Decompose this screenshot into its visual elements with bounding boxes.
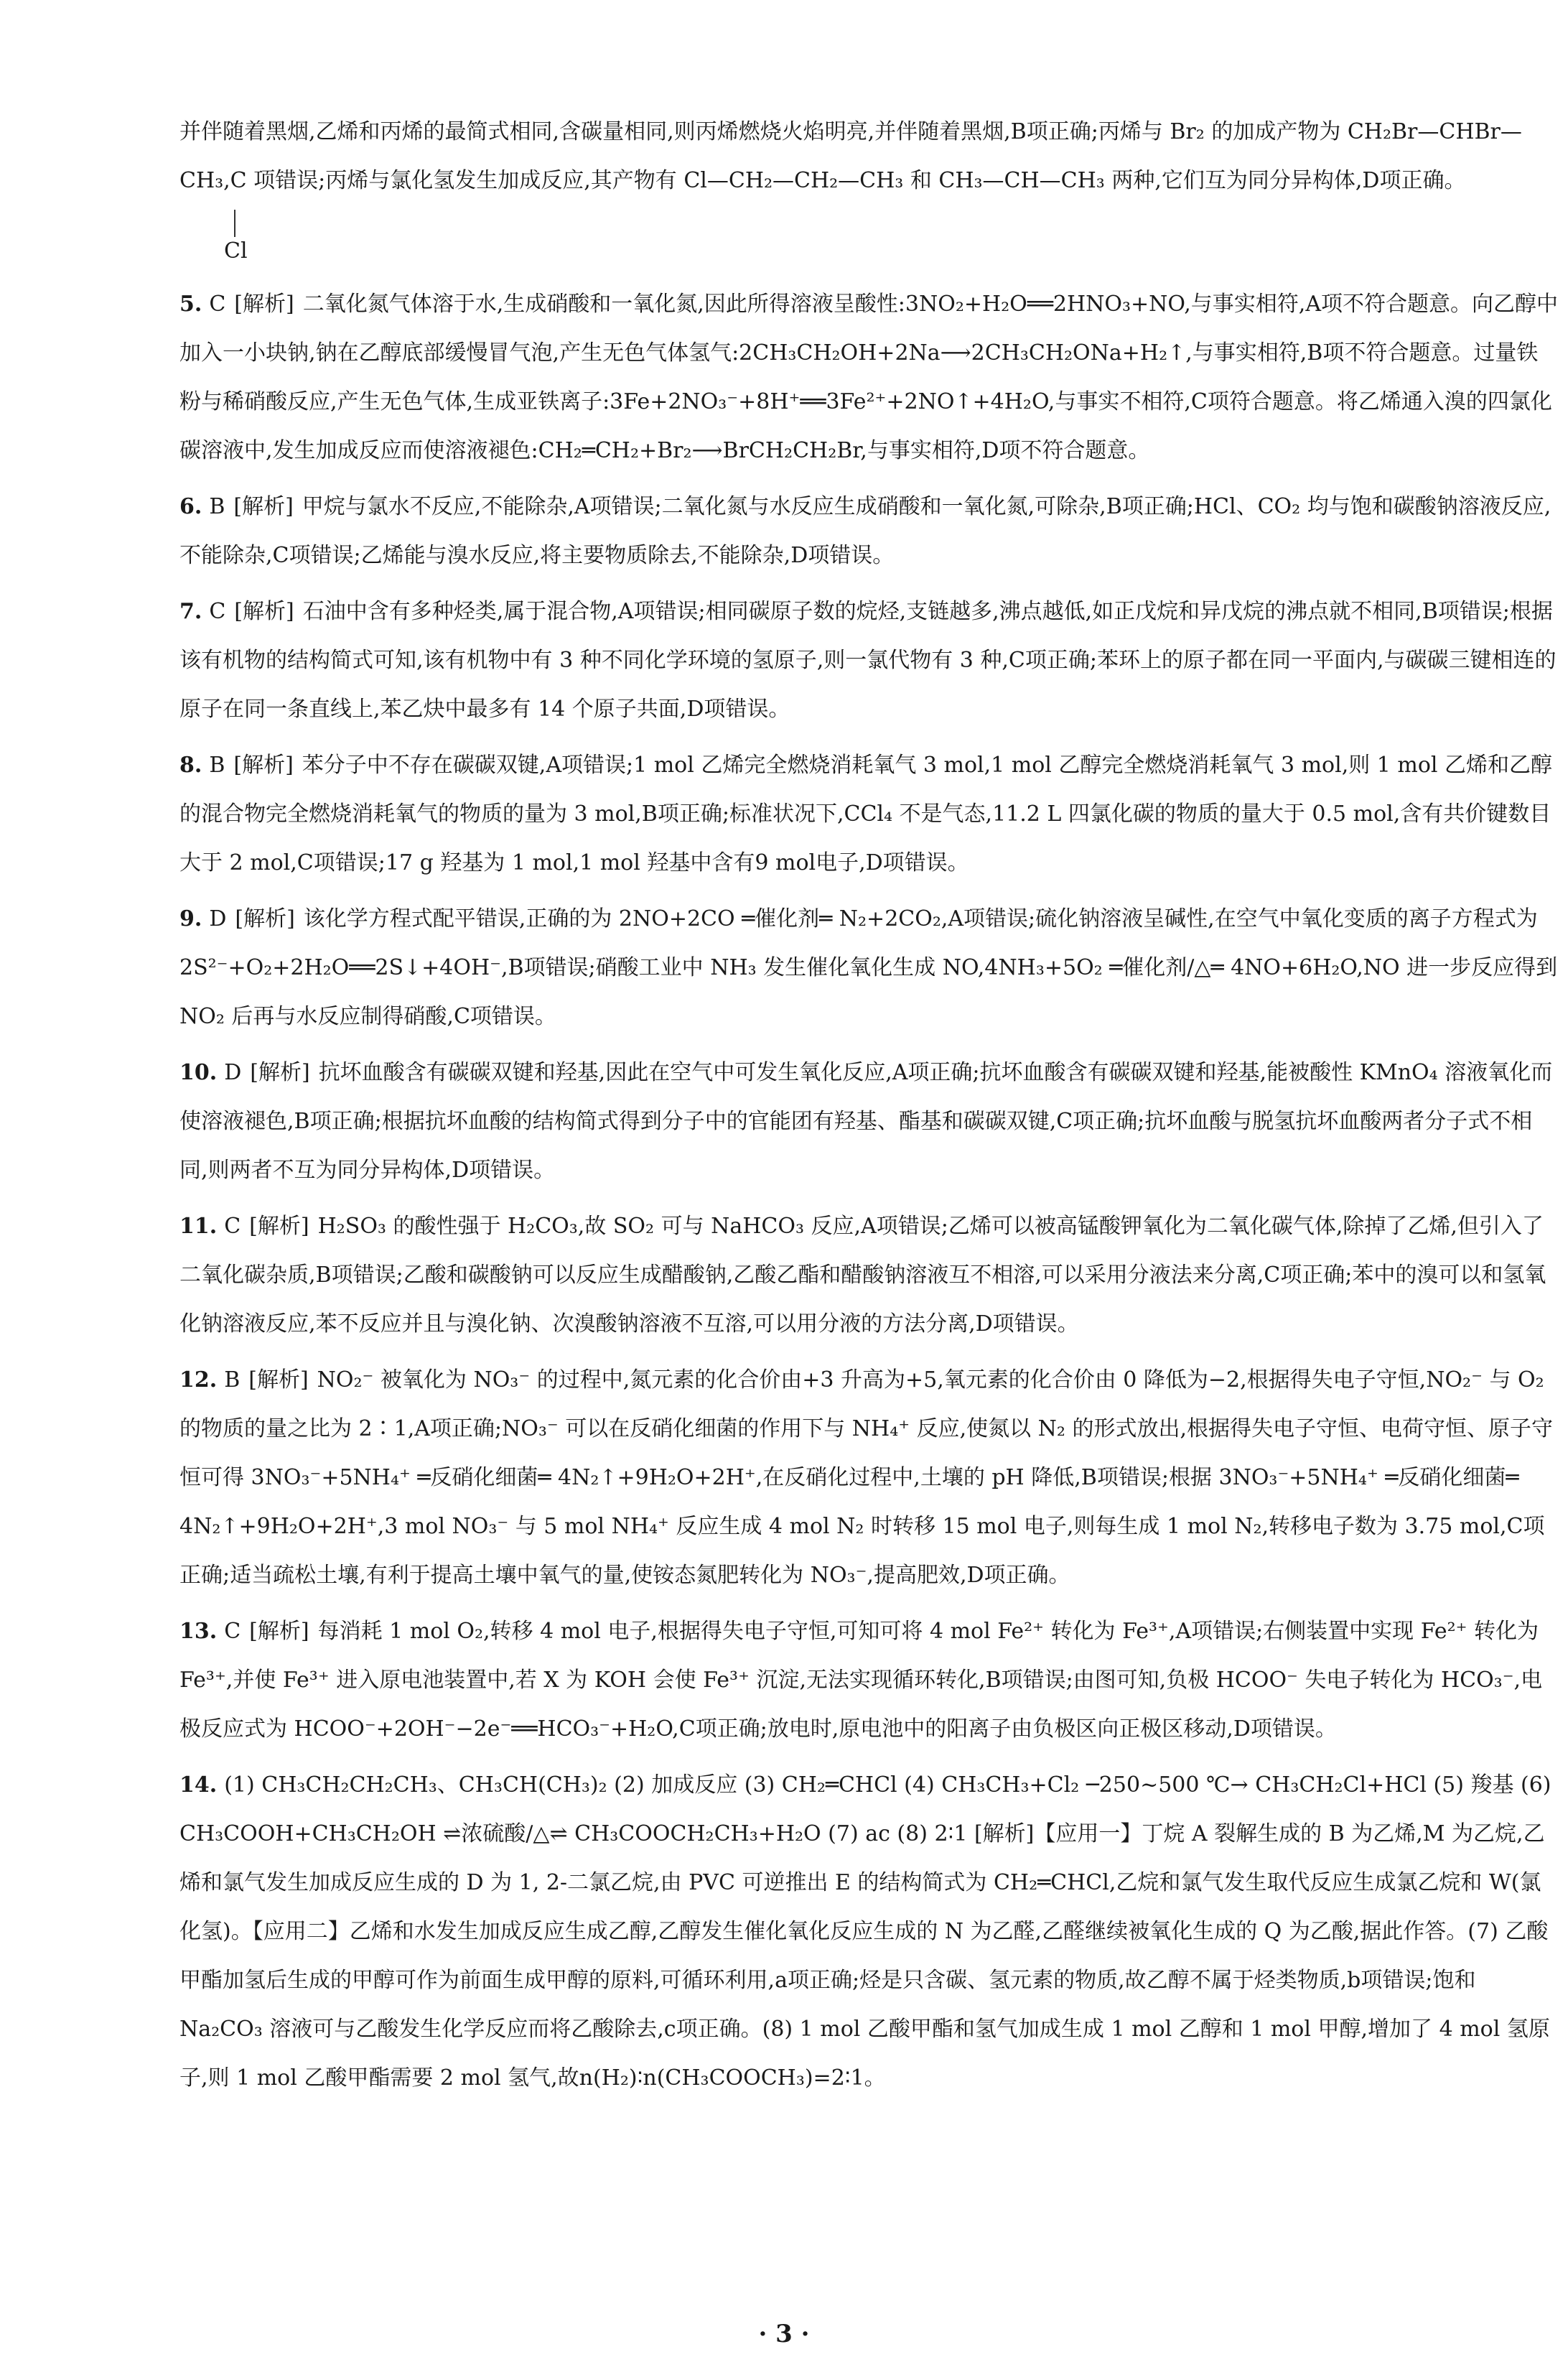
item-text: 甲烷与氯水不反应,不能除杂,A项错误;二氧化氮与水反应生成硝酸和一氧化氮,可除杂,B项正确;HCl、CO₂ 均与饱和碳酸钠溶液反应,不能除杂,C项错误;乙烯能与溴水反应,将主要物质除去,不能除杂,D项错误。 xyxy=(179,494,1551,568)
answer-item-12 xyxy=(179,1356,1558,1600)
answer-item-14 xyxy=(179,1761,1558,2103)
item-number: 7. xyxy=(179,599,202,624)
chloro-branch xyxy=(190,210,1558,274)
item-answer: C xyxy=(224,1214,241,1239)
answer-item-13 xyxy=(179,1607,1558,1754)
analysis-tag: [解析] xyxy=(249,1619,309,1644)
analysis-tag: [解析] xyxy=(234,292,294,317)
answer-item-5 xyxy=(179,280,1558,475)
item-number: 9. xyxy=(179,906,202,931)
item-number: 5. xyxy=(179,292,202,317)
item-text: 二氧化氮气体溶于水,生成硝酸和一氧化氮,因此所得溶液呈酸性:3NO₂+H₂O══2HNO₃+NO,与事实相符,A项不符合题意。向乙醇中加入一小块钠,钠在乙醇底部缓慢冒气泡,产生无色气体氢气:2CH₃CH₂OH+2Na⟶2CH₃CH₂ONa+H₂↑,与事实相符,B项不符合题意。过量铁粉与稀硝酸反应,产生无色气体,生成亚铁离子:3Fe+2NO₃⁻+8H⁺══3Fe²⁺+2NO↑+4H₂O,与事实不相符,C项符合题意。将乙烯通入溴的四氯化碳溶液中,发生加成反应而使溶液褪色:CH₂═CH₂+Br₂⟶BrCH₂CH₂Br,与事实相符,D项不符合题意。 xyxy=(179,292,1558,463)
item-number: 8. xyxy=(179,753,202,778)
analysis-tag: [解析] xyxy=(235,906,295,931)
item-number: 6. xyxy=(179,494,202,519)
branch-bond xyxy=(234,210,235,237)
page-number: · 3 · xyxy=(758,2320,810,2348)
item-number: 11. xyxy=(179,1214,218,1239)
analysis-tag: [解析] xyxy=(249,1214,309,1239)
intro-paragraph: 并伴随着黑烟,乙烯和丙烯的最简式相同,含碳量相同,则丙烯燃烧火焰明亮,并伴随着黑烟,B项正确;丙烯与 Br₂ 的加成产物为 CH₂Br—CHBr—CH₃,C 项错误;丙烯与氯化氢发生加成反应,其产物有 Cl—CH₂—CH₂—CH₃ 和 CH₃—CH—CH₃ 两种,它们互为同分异构体,D项正确。 xyxy=(179,119,1522,193)
analysis-tag: [解析] xyxy=(248,1367,309,1393)
answer-item-6 xyxy=(179,483,1558,580)
item-text: 每消耗 1 mol O₂,转移 4 mol 电子,根据得失电子守恒,可知可将 4 mol Fe²⁺ 转化为 Fe³⁺,A项错误;右侧装置中实现 Fe²⁺ 转化为 Fe³⁺,并使 Fe³⁺ 进入原电池装置中,若 X 为 KOH 会使 Fe³⁺ 沉淀,无法实现循环转化,B项错误;由图可知,负极 HCOO⁻ 失电子转化为 HCO₃⁻,电极反应式为 HCOO⁻+2OH⁻−2e⁻══HCO₃⁻+H₂O,C项正确;放电时,原电池中的阳离子由负极区向正极区移动,D项错误。 xyxy=(179,1619,1543,1742)
item-text: NO₂⁻ 被氧化为 NO₃⁻ 的过程中,氮元素的化合价由+3 升高为+5,氧元素的化合价由 0 降低为−2,根据得失电子守恒,NO₂⁻ 与 O₂ 的物质的量之比为 2∶1,A项正确;NO₃⁻ 可以在反硝化细菌的作用下与 NH₄⁺ 反应,使氮以 N₂ 的形式放出,根据得失电子守恒、电荷守恒、原子守恒可得 3NO₃⁻+5NH₄⁺ ═反硝化细菌═ 4N₂↑+9H₂O+2H⁺,在反硝化过程中,土壤的 pH 降低,B项错误;根据 3NO₃⁻+5NH₄⁺ ═反硝化细菌═ 4N₂↑+9H₂O+2H⁺,3 mol NO₃⁻ 与 5 mol NH₄⁺ 反应生成 4 mol N₂ 时转移 15 mol 电子,则每生成 1 mol N₂,转移电子数为 3.75 mol,C项正确;适当疏松土壤,有利于提高土壤中氧气的量,使铵态氮肥转化为 NO₃⁻,提高肥效,D项正确。 xyxy=(179,1367,1554,1588)
item-text: 苯分子中不存在碳碳双键,A项错误;1 mol 乙烯完全燃烧消耗氧气 3 mol,1 mol 乙醇完全燃烧消耗氧气 3 mol,则 1 mol 乙烯和乙醇的混合物完全燃烧消耗氧气的物质的量为 3 mol,B项正确;标准状况下,CCl₄ 不是气态,11.2 L 四氯化碳的物质的量大于 0.5 mol,含有共价键数目大于 2 mol,C项错误;17 g 羟基为 1 mol,1 mol 羟基中含有9 mol电子,D项错误。 xyxy=(179,753,1553,875)
answer-item-11 xyxy=(179,1202,1558,1349)
item-answer: B xyxy=(209,494,225,519)
answer-item-9 xyxy=(179,895,1558,1041)
item-number: 14. xyxy=(179,1772,218,1798)
analysis-tag: [解析] xyxy=(233,494,294,519)
item-text: 抗坏血酸含有碳碳双键和羟基,因此在空气中可发生氧化反应,A项正确;抗坏血酸含有碳碳双键和羟基,能被酸性 KMnO₄ 溶液氧化而使溶液褪色,B项正确;根据抗坏血酸的结构简式得到分子中的官能团有羟基、酯基和碳碳双键,C项正确;抗坏血酸与脱氢抗坏血酸两者分子式不相同,则两者不互为同分异构体,D项错误。 xyxy=(179,1060,1553,1183)
item-answer: B xyxy=(209,753,225,778)
answer-content xyxy=(179,108,1558,2110)
answer-item-10 xyxy=(179,1049,1558,1195)
item-text: 该化学方程式配平错误,正确的为 2NO+2CO ═催化剂═ N₂+2CO₂,A项错误;硫化钠溶液呈碱性,在空气中氧化变质的离子方程式为 2S²⁻+O₂+2H₂O══2S↓+4OH⁻,B项错误;硝酸工业中 NH₃ 发生催化氧化生成 NO,4NH₃+5O₂ ═催化剂/△═ 4NO+6H₂O,NO 进一步反应得到 NO₂ 后再与水反应制得硝酸,C项错误。 xyxy=(179,906,1558,1029)
item-answer: B xyxy=(224,1367,241,1393)
item-number: 10. xyxy=(179,1060,218,1085)
analysis-tag: [解析] xyxy=(233,753,294,778)
item-answer: C xyxy=(224,1619,241,1644)
item-text: H₂SO₃ 的酸性强于 H₂CO₃,故 SO₂ 可与 NaHCO₃ 反应,A项错误;乙烯可以被高锰酸钾氧化为二氧化碳气体,除掉了乙烯,但引入了二氧化碳杂质,B项错误;乙酸和碳酸钠可以反应生成醋酸钠,乙酸乙酯和醋酸钠溶液互不相溶,可以采用分液法来分离,C项正确;苯中的溴可以和氢氧化钠溶液反应,苯不反应并且与溴化钠、次溴酸钠溶液不互溶,可以用分液的方法分离,D项错误。 xyxy=(179,1214,1546,1337)
item-answer: D xyxy=(224,1060,242,1085)
answer-item-8 xyxy=(179,741,1558,888)
answer-item-7 xyxy=(179,587,1558,734)
branch-chlorine: Cl xyxy=(224,238,248,264)
analysis-tag: [解析] xyxy=(250,1060,310,1085)
analysis-tag: [解析] xyxy=(234,599,294,624)
item-answer: C xyxy=(209,292,226,317)
item-number: 13. xyxy=(179,1619,218,1644)
item-text: 石油中含有多种烃类,属于混合物,A项错误;相同碳原子数的烷烃,支链越多,沸点越低,如正戊烷和异戊烷的沸点就不相同,B项错误;根据该有机物的结构简式可知,该有机物中有 3 种不同化学环境的氢原子,则一氯代物有 3 种,C项正确;苯环上的原子都在同一平面内,与碳碳三键相连的原子在同一条直线上,苯乙炔中最多有 14 个原子共面,D项错误。 xyxy=(179,599,1557,722)
item-answer: D xyxy=(209,906,227,931)
item-text: (1) CH₃CH₂CH₂CH₃、CH₃CH(CH₃)₂ (2) 加成反应 (3) CH₂═CHCl (4) CH₃CH₃+Cl₂ ─250~500 ℃→ CH₃CH₂Cl+HCl (5) 羧基 (6) CH₃COOH+CH₃CH₂OH ⇌浓硫酸/△⇌ CH₃COOCH₂CH₃+H₂O (7) ac (8) 2∶1 [解析]【应用一】丁烷 A 裂解生成的 B 为乙烯,M 为乙烷,乙烯和氯气发生加成反应生成的 D 为 1, 2-二氯乙烷,由 PVC 可逆推出 E 的结构简式为 CH₂═CHCl,乙烷和氯气发生取代反应生成氯乙烷和 W(氯化氢)。【应用二】乙烯和水发生加成反应生成乙醇,乙醇发生催化氧化反应生成的 N 为乙醛,乙醛继续被氧化生成的 Q 为乙酸,据此作答。(7) 乙酸甲酯加氢后生成的甲醇可作为前面生成甲醇的原料,可循环利用,a项正确;烃是只含碳、氢元素的物质,故乙醇不属于烃类物质,b项错误;饱和 Na₂CO₃ 溶液可与乙酸发生化学反应而将乙酸除去,c项正确。(8) 1 mol 乙酸甲酯和氢气加成生成 1 mol 乙醇和 1 mol 甲醇,增加了 4 mol 氢原子,则 1 mol 乙酸甲酯需要 2 mol 氢气,故n(H₂)∶n(CH₃COOCH₃)=2∶1。 xyxy=(179,1772,1551,2091)
item-answer: C xyxy=(209,599,226,624)
item-number: 12. xyxy=(179,1367,218,1393)
